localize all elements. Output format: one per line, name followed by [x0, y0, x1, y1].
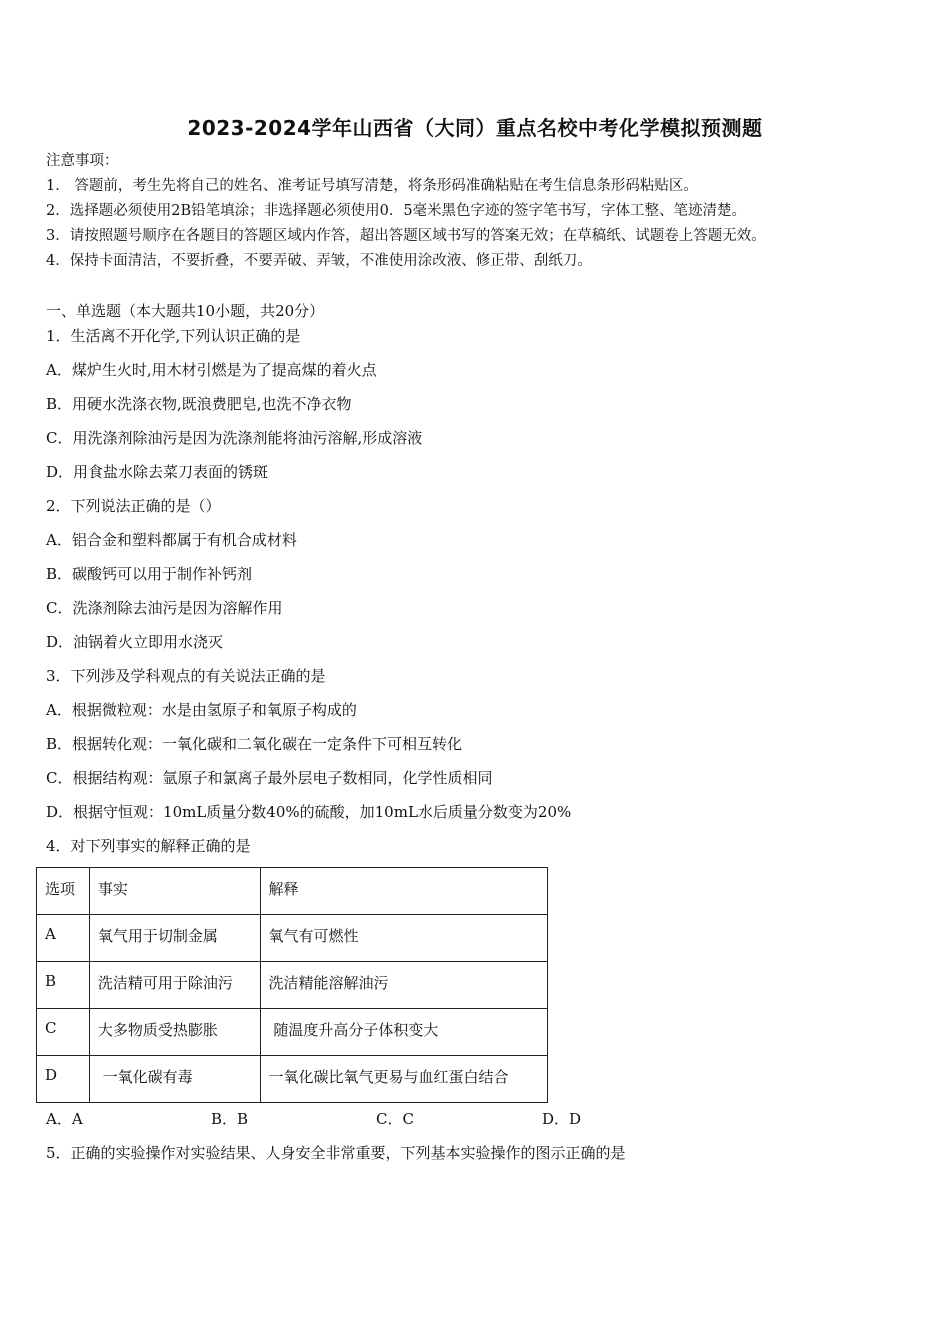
q1-stem: 1．生活离不开化学,下列认识正确的是 [46, 327, 301, 345]
table-cell: 洗洁精能溶解油污 [260, 962, 547, 1009]
table-cell: 氧气有可燃性 [260, 915, 547, 962]
notice-item-1: 1． 答题前，考生先将自己的姓名、准考证号填写清楚，将条形码准确粘贴在考生信息条形码粘贴区。 [46, 178, 698, 194]
q3-option-c: C．根据结构观：氩原子和氯离子最外层电子数相同，化学性质相同 [46, 769, 493, 787]
q4-option-a: A．A [46, 1110, 83, 1128]
table-row [37, 1056, 548, 1103]
q4-stem: 4．对下列事实的解释正确的是 [46, 837, 251, 855]
q2-option-d: D．油锅着火立即用水浇灭 [46, 633, 224, 651]
table-row [37, 1009, 548, 1056]
table-cell: 大多物质受热膨胀 [89, 1009, 260, 1056]
table-header-cell: 解释 [260, 868, 547, 915]
table-header-row [37, 868, 548, 915]
notice-item-3: 3．请按照题号顺序在各题目的答题区域内作答，超出答题区域书写的答案无效；在草稿纸、试题卷上答题无效。 [46, 228, 766, 244]
q2-option-c: C．洗涤剂除去油污是因为溶解作用 [46, 599, 283, 617]
q2-option-b: B．碳酸钙可以用于制作补钙剂 [46, 565, 253, 583]
q3-option-b: B．根据转化观：一氧化碳和二氧化碳在一定条件下可相互转化 [46, 735, 463, 753]
table-row [37, 962, 548, 1009]
page-title: 2023-2024学年山西省（大同）重点名校中考化学模拟预测题 [187, 116, 763, 140]
q4-option-d: D．D [542, 1110, 582, 1128]
table-cell: 一氧化碳比氧气更易与血红蛋白结合 [260, 1056, 547, 1103]
q3-stem: 3．下列涉及学科观点的有关说法正确的是 [46, 667, 326, 685]
section-heading: 一、单选题（本大题共10小题，共20分） [46, 302, 325, 320]
q1-option-b: B．用硬水洗涤衣物,既浪费肥皂,也洗不净衣物 [46, 395, 352, 413]
table-row [37, 915, 548, 962]
table-header-cell: 选项 [37, 868, 90, 915]
q4-table [36, 867, 548, 1103]
table-header-cell: 事实 [89, 868, 260, 915]
notice-item-2: 2．选择题必须使用2B铅笔填涂；非选择题必须使用0．5毫米黑色字迹的签字笔书写，字体工整、笔迹清楚。 [46, 203, 747, 219]
table-cell: 洗洁精可用于除油污 [89, 962, 260, 1009]
q2-stem: 2．下列说法正确的是（） [46, 497, 221, 515]
table-cell: B [37, 962, 90, 1009]
notice-item-4: 4．保持卡面清洁，不要折叠，不要弄破、弄皱，不准使用涂改液、修正带、刮纸刀。 [46, 253, 592, 269]
table-cell: 随温度升高分子体积变大 [260, 1009, 547, 1056]
q4-option-b: B．B [211, 1110, 249, 1128]
q5-stem: 5．正确的实验操作对实验结果、人身安全非常重要，下列基本实验操作的图示正确的是 [46, 1144, 626, 1162]
q2-option-a: A．铝合金和塑料都属于有机合成材料 [46, 531, 297, 549]
table-cell: 氧气用于切制金属 [89, 915, 260, 962]
notice-heading: 注意事项： [46, 153, 119, 169]
q1-option-c: C．用洗涤剂除油污是因为洗涤剂能将油污溶解,形成溶液 [46, 429, 423, 447]
table-cell: C [37, 1009, 90, 1056]
q3-option-d: D．根据守恒观：10mL质量分数40%的硫酸，加10mL水后质量分数变为20% [46, 803, 572, 821]
table-cell: A [37, 915, 90, 962]
table-cell: D [37, 1056, 90, 1103]
q3-option-a: A．根据微粒观：水是由氢原子和氧原子构成的 [46, 701, 357, 719]
table-cell: 一氧化碳有毒 [89, 1056, 260, 1103]
q1-option-d: D．用食盐水除去菜刀表面的锈斑 [46, 463, 269, 481]
q1-option-a: A．煤炉生火时,用木材引燃是为了提高煤的着火点 [46, 361, 377, 379]
q4-option-c: C．C [376, 1110, 414, 1128]
q4-options [46, 1108, 746, 1130]
